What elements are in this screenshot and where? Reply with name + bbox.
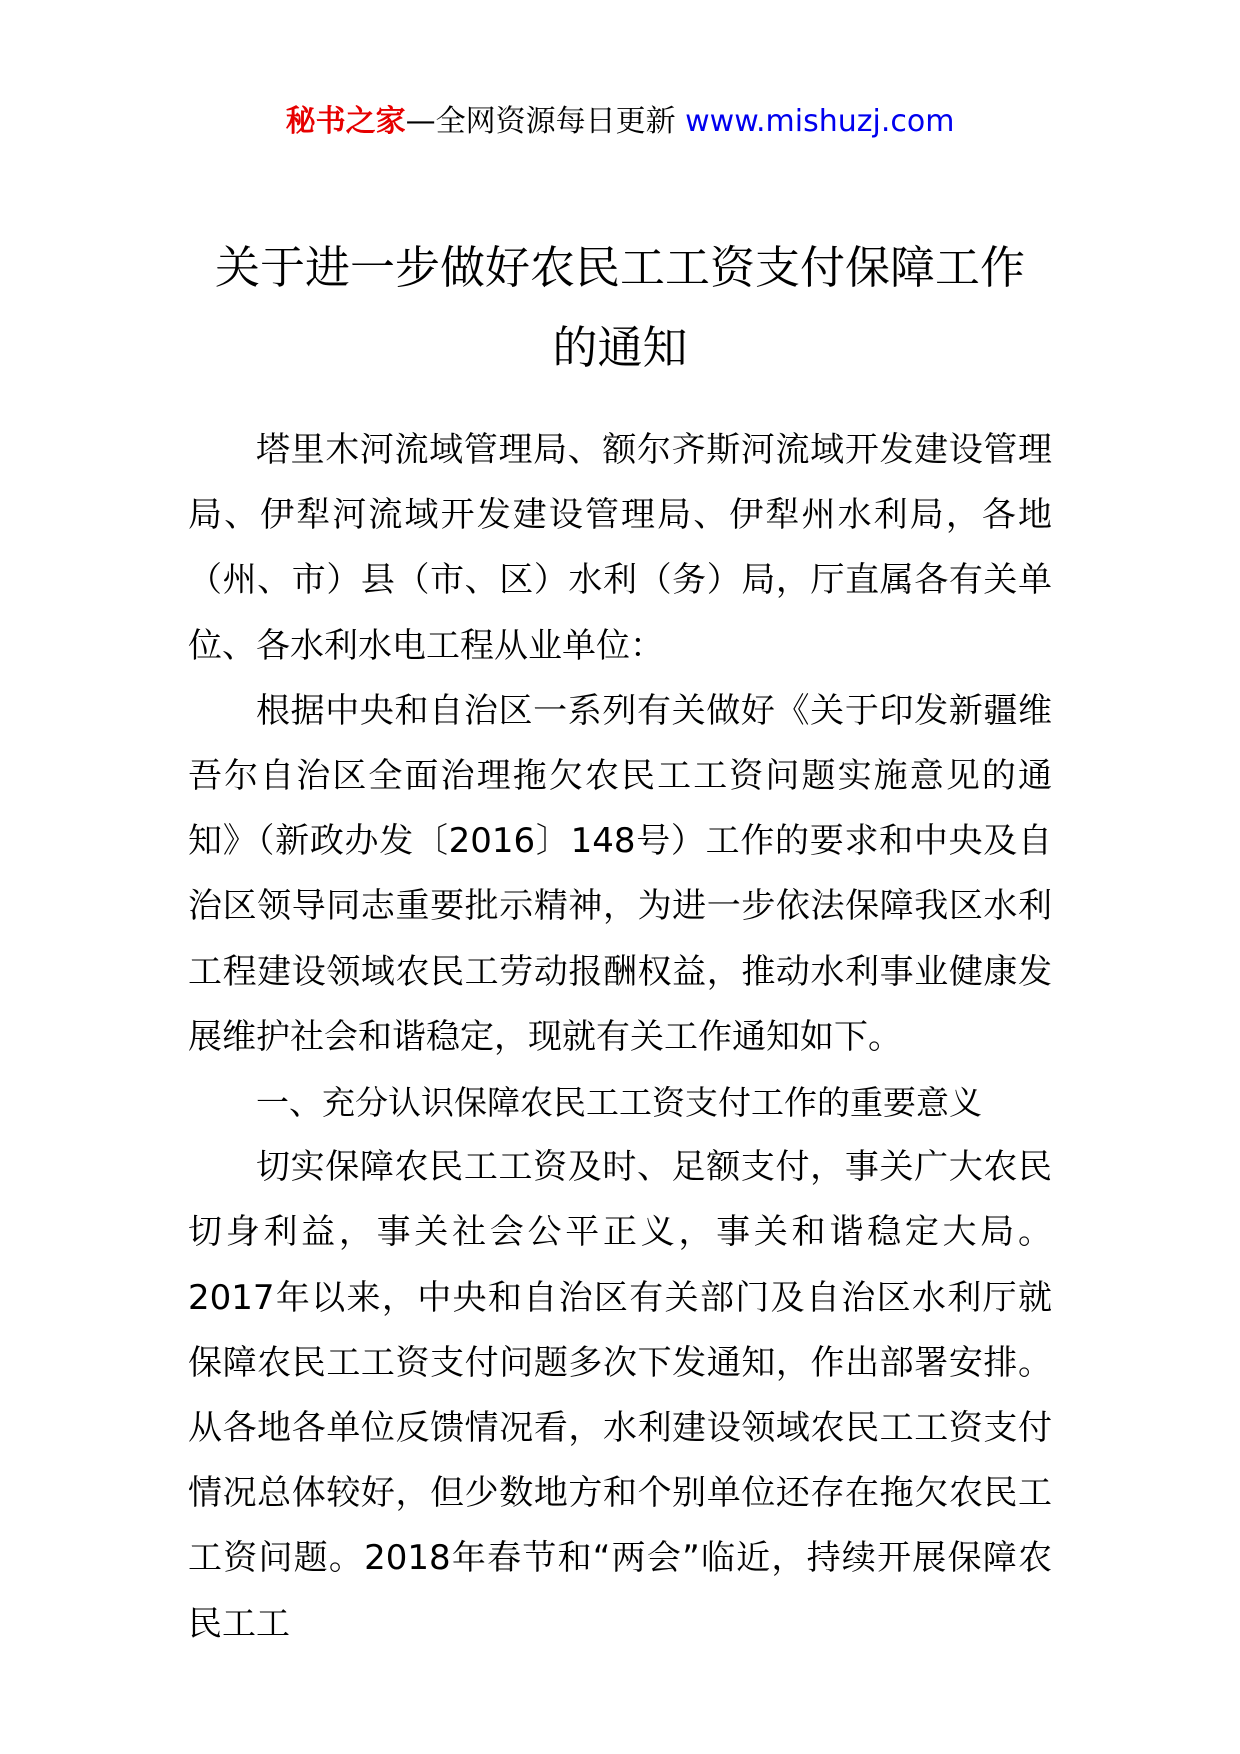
site-url: www.mishuzj.com (685, 104, 955, 139)
addressee-paragraph: 塔里木河流域管理局、额尔齐斯河流域开发建设管理局、伊犁河流域开发建设管理局、伊犁州水利局，各地（州、市）县（市、区）水利（务）局，厅直属各有关单位、各水利水电工程从业单位： (188, 430, 1052, 666)
title-line-1: 关于进一步做好农民工工资支付保障工作 (214, 241, 1025, 294)
section-heading-1: 一、充分认识保障农民工工资支付工作的重要意义 (256, 1083, 982, 1123)
document-title (150, 228, 1090, 388)
document-body (188, 418, 1052, 1657)
brand-name: 秘书之家 (285, 104, 406, 139)
section-1-paragraph: 切实保障农民工工资及时、足额支付，事关广大农民切身利益，事关社会公平正义，事关和谐稳定大局。2017年以来，中央和自治区有关部门及自治区水利厅就保障农民工工资支付问题多次下发通知，作出部署安排。从各地各单位反馈情况看，水利建设领域农民工工资支付情况总体较好，但少数地方和个别单位还存在拖欠农民工工资问题。2018年春节和“两会”临近，持续开展保障农民工工 (188, 1147, 1052, 1644)
title-line-2: 的通知 (552, 321, 688, 374)
header-tagline: —全网资源每日更新 (405, 104, 676, 139)
intro-paragraph: 根据中央和自治区一系列有关做好《关于印发新疆维吾尔自治区全面治理拖欠农民工工资问题实施意见的通知》（新政办发〔2016〕148号）工作的要求和中央及自治区领导同志重要批示精神，为进一步依法保障我区水利工程建设领域农民工劳动报酬权益，推动水利事业健康发展维护社会和谐稳定，现就有关工作通知如下。 (188, 690, 1052, 1057)
page-header (0, 100, 1240, 144)
